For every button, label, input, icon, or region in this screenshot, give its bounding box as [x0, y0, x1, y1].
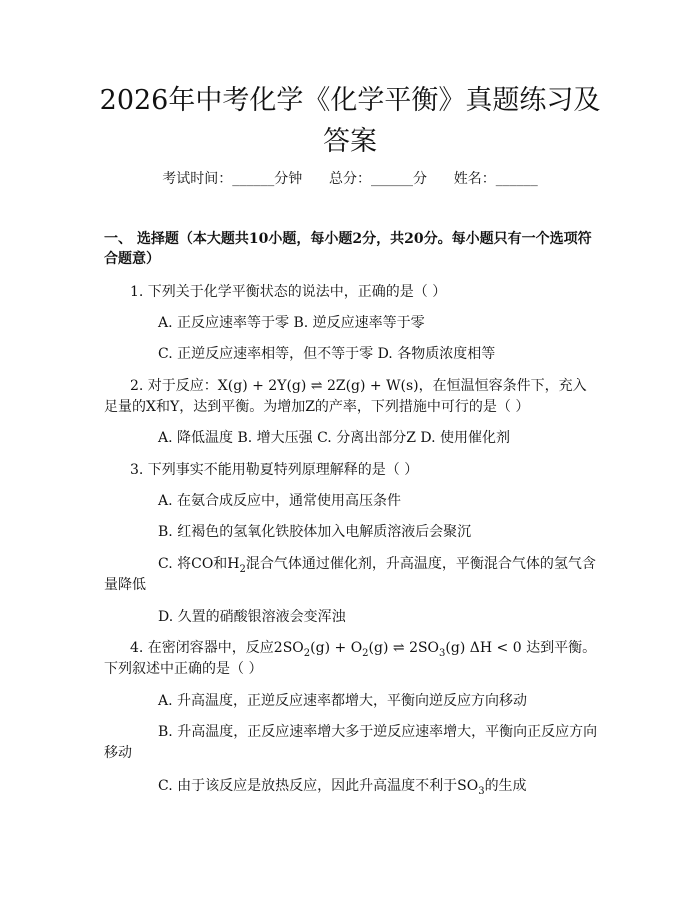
question-4-stem-pre: 4. 在密闭容器中，反应2SO: [130, 640, 304, 656]
question-3-option-a: A. 在氨合成反应中，通常使用高压条件: [158, 493, 402, 509]
question-3-stem: 3. 下列事实不能用勒夏特列原理解释的是（ ）: [130, 462, 419, 478]
question-4-stem-post: (g) ΔH < 0 达到平衡。下列叙述中正确的是（ ）: [104, 640, 597, 677]
question-4-stem-mid2: (g) ⇌ 2SO: [368, 640, 440, 656]
question-1-options-ab: A. 正反应速率等于零 B. 逆反应速率等于零: [158, 315, 425, 331]
subscript-3: 3: [439, 647, 446, 659]
question-2-stem: 2. 对于反应：X(g) + 2Y(g) ⇌ 2Z(g) + W(s)，在恒温恒容条件下，充入足量的X和Y，达到平衡。为增加Z的产率，下列措施中可行的是（ ）: [104, 378, 587, 415]
exam-meta-line: 考试时间：______分钟 总分：______分 姓名：______: [162, 171, 538, 187]
question-4-option-c-text-pre: C. 由于该反应是放热反应，因此升高温度不利于SO: [158, 778, 479, 794]
question-4-option-a: A. 升高温度，正逆反应速率都增大，平衡向逆反应方向移动: [158, 693, 528, 709]
subscript-2: 2: [362, 647, 369, 659]
question-4-option-b: B. 升高温度，正反应速率增大多于逆反应速率增大，平衡向正反应方向移动: [104, 724, 598, 761]
question-3-option-c-text-pre: C. 将CO和H: [158, 556, 240, 572]
question-2-options: A. 降低温度 B. 增大压强 C. 分离出部分Z D. 使用催化剂: [158, 430, 511, 446]
question-3-option-d: D. 久置的硝酸银溶液会变浑浊: [158, 609, 346, 625]
section-heading-multiple-choice: 一、 选择题（本大题共10小题，每小题2分，共20分。每小题只有一个选项符合题意）: [104, 231, 592, 267]
question-4-option-c-text-post: 的生成: [484, 778, 527, 794]
question-1-stem: 1. 下列关于化学平衡状态的说法中，正确的是（ ）: [130, 284, 447, 300]
page-title: 2026年中考化学《化学平衡》真题练习及答案: [99, 85, 601, 157]
subscript-2: 2: [303, 647, 311, 659]
question-3-option-c-text-post: 混合气体通过催化剂，升高温度，平衡混合气体的氢气含量降低: [104, 556, 596, 593]
question-3-option-b: B. 红褐色的氢氧化铁胶体加入电解质溶液后会聚沉: [158, 524, 472, 540]
question-4-option-c: [158, 776, 598, 797]
question-4-stem: [104, 638, 598, 680]
question-1-options-cd: C. 正逆反应速率相等，但不等于零 D. 各物质浓度相等: [158, 346, 496, 362]
subscript-3: 3: [478, 785, 485, 797]
question-3-option-c: [104, 554, 598, 596]
subscript-2: 2: [239, 563, 246, 575]
question-4-stem-mid1: (g) + O: [310, 640, 363, 656]
